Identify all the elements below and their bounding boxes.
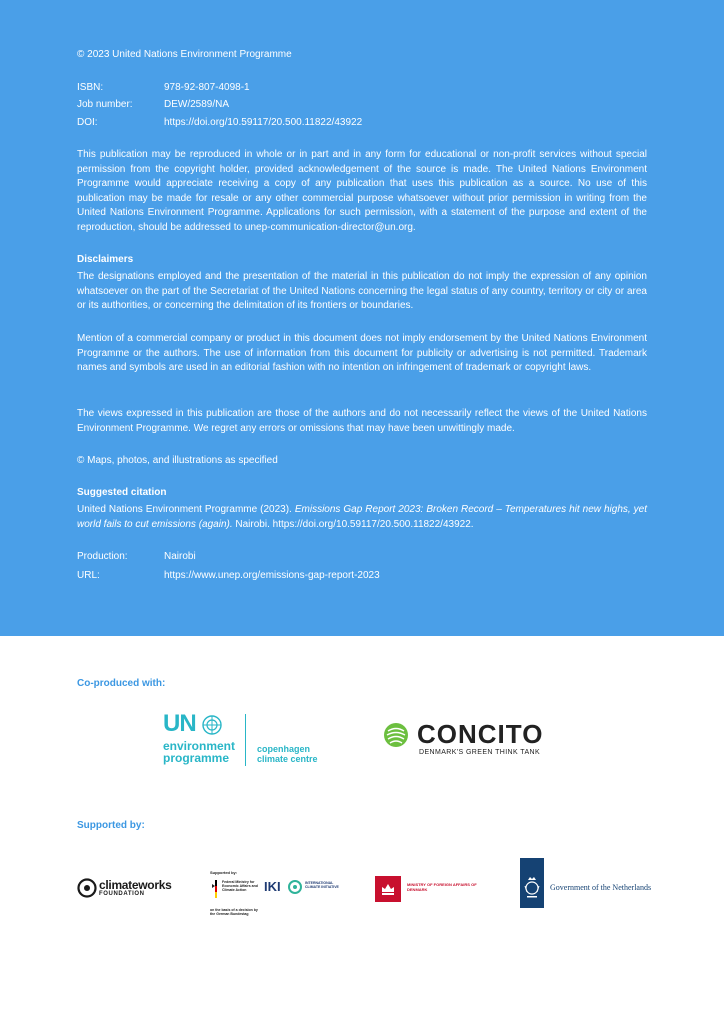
reproduction-paragraph: This publication may be reproduced in whole or in part and in any form for educational or non-profit services without special permission from the copyright holder, provided acknowledgement of the source is made. The United Nations Environment Programme would appreciate receiving a copy of any publication that uses this publication as a source. No use of this publication may be made for resale or any other commercial purpose whatsoever without prior permission in writing from the United Nations Environment Programme. Applications for such permission, with a statement of the purpose and extent of the reproduction, should be addressed to unep-communication-director@un.org. (77, 149, 647, 233)
isbn-label: ISBN: (77, 82, 104, 93)
coproduced-heading: Co-produced with: (77, 678, 166, 689)
bmwk-iki-logo (210, 870, 340, 918)
disclaimers-heading: Disclaimers (77, 254, 134, 265)
german-flag-icon (212, 880, 220, 898)
doi-label: DOI: (77, 117, 98, 128)
bmwk-supported-label: Supported by: (210, 870, 238, 875)
job-value: DEW/2589/NA (164, 99, 230, 110)
url-label: URL: (77, 570, 100, 581)
doi-link[interactable]: https://doi.org/10.59117/20.500.11822/43922 (164, 117, 363, 128)
url-link[interactable]: https://www.unep.org/emissions-gap-report-2023 (164, 570, 380, 581)
iki-wordmark: IKI (264, 879, 281, 894)
logo-divider (245, 714, 246, 766)
supported-heading: Supported by: (77, 820, 145, 831)
unep-ccc-logo (163, 712, 328, 770)
production-value: Nairobi (164, 551, 196, 562)
concito-wordmark: CONCITO (417, 719, 544, 749)
iki-globe-icon (288, 880, 302, 894)
disclaimer-paragraph-2: Mention of a commercial company or product in this document does not imply endorsement by the United Nations Environment Programme or the authors. The use of information from this document for publicity or advertising is not permitted. Trademark names and symbols are used in an editorial fashion with no intention on infringement of trademark or copyright laws. (77, 333, 647, 374)
climateworks-foundation: FOUNDATION (99, 891, 145, 897)
climateworks-icon (77, 878, 97, 898)
netherlands-coat-of-arms-icon (520, 858, 544, 908)
citation-text (77, 503, 647, 532)
citation-heading: Suggested citation (77, 487, 167, 498)
iki-text: INTERNATIONAL CLIMATE INITIATIVE (305, 881, 339, 890)
netherlands-logo (520, 858, 650, 908)
maps-note: © Maps, photos, and illustrations as specified (77, 455, 278, 466)
disclaimer-paragraph-1: The designations employed and the presentation of the material in this publication do not imply the expression of any opinion whatsoever on the part of the Secretariat of the United Nations concerning the legal status of any country, territory or city or area or its authorities, or concerning the delimitation of its frontiers or boundaries. (77, 271, 647, 312)
cph-line2: climate centre (257, 754, 318, 764)
un-wordmark: UN (163, 710, 196, 737)
denmark-mfa-name: MINISTRY OF FOREIGN AFFAIRS OF DENMARK (407, 882, 477, 892)
concito-emblem-icon (383, 722, 409, 748)
citation-title: Emissions Gap Report 2023: Broken Record – Temperatures hit new highs, yet world fails to cut emissions (again). (77, 504, 648, 530)
cph-line1: copenhagen (257, 744, 311, 754)
denmark-mfa-logo (375, 876, 485, 904)
job-label: Job number: (77, 99, 133, 110)
climateworks-name: climateworks (99, 878, 172, 892)
disclaimer-paragraph-3: The views expressed in this publication are those of the authors and do not necessarily reflect the views of the United Nations Environment Programme. We regret any errors or omissions that may have been unwittingly made. (77, 408, 647, 434)
production-label: Production: (77, 551, 128, 562)
concito-tagline: DENMARK'S GREEN THINK TANK (419, 749, 541, 756)
climateworks-logo (77, 876, 172, 900)
isbn-value: 978-92-807-4098-1 (164, 82, 250, 93)
unep-line3: programme (163, 751, 230, 765)
citation-post: Nairobi. https://doi.org/10.59117/20.500.11822/43922. (232, 518, 474, 530)
copyright: © 2023 United Nations Environment Programme (77, 49, 292, 60)
danish-crown-icon (375, 876, 401, 902)
netherlands-name: Government of the Netherlands (550, 883, 652, 892)
citation-pre: United Nations Environment Programme (2023). (77, 504, 295, 515)
bmwk-name: Federal Ministry for Economic Affairs and Climate Action (222, 880, 258, 893)
unep-line2: environment (163, 739, 236, 753)
concito-logo (383, 720, 563, 760)
bmwk-bundestag-note: on the basis of a decision by the German Bundestag (210, 908, 258, 916)
un-emblem-icon (201, 714, 223, 736)
